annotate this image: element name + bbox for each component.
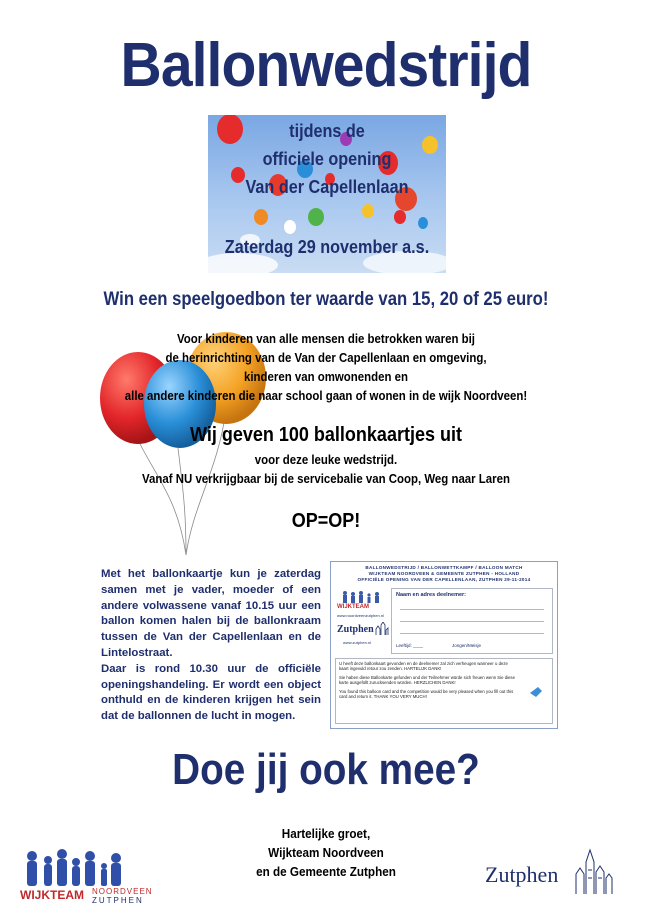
- prize-headline: Win een speelgoedbon ter waarde van 15, 20 of 25 euro!: [103, 289, 549, 310]
- card-header-2: WIJKTEAM NOORDVEEN & GEMEENTE ZUTPHEN - HOLLAND: [368, 571, 520, 576]
- audience-line-1: Voor kinderen van alle mensen die betrokken waren bij: [177, 331, 475, 346]
- op-is-op: OP=OP!: [291, 510, 361, 532]
- card-return-message: [335, 658, 553, 724]
- wijkteam-people-icon: [20, 848, 160, 888]
- card-zutphen-logo: Zutphen: [337, 624, 374, 635]
- card-form-line: [400, 609, 544, 610]
- card-zutphen-url: www.zutphen.nl: [343, 640, 372, 645]
- card-gender-label: Jongen/Meisje: [452, 643, 482, 648]
- card-entry-form: [391, 588, 553, 654]
- card-form-line: [400, 633, 544, 634]
- zutphen-logo-text: Zutphen: [485, 862, 559, 887]
- balloon-card-image: [330, 561, 558, 729]
- event-info-text: [101, 567, 321, 725]
- card-text-dutch: U heeft deze ballonkaart gevonden en de deelnemer zal zich verheugen wanneer u deze kaart ingevuld retour zou zenden. HARTELIJK DANK!: [339, 661, 508, 672]
- audience-line-4: alle andere kinderen die naar school gaan of wonen in de wijk Noordveen!: [124, 388, 528, 403]
- zutphen-logo: [485, 848, 610, 898]
- zutphen-skyline-icon: [573, 848, 613, 898]
- card-zutphen-skyline-icon: [375, 622, 389, 636]
- card-pointer-icon: [528, 685, 544, 699]
- wijkteam-logo-zutphen: ZUTPHEN: [92, 896, 144, 905]
- hero-line-3: Van der Capellenlaan: [245, 177, 409, 197]
- giveaway-where: Vanaf NU verkrijgbaar bij de servicebalie van Coop, Weg naar Laren: [142, 471, 510, 486]
- giveaway-sub: voor deze leuke wedstrijd.: [254, 452, 398, 467]
- audience-line-3: kinderen van omwonenden en: [243, 369, 409, 384]
- card-text-german: Sie haben diese Ballonkarte gefunden und der Teilnehmer würde sich freuen wenn Sie diese karte ausgefüllt zurucksenden würden. HERZLICHEN DANK!: [339, 674, 515, 686]
- card-header-1: BALLONWEDSTRIJD / BALLONWETTKAMPF / BALLOON MATCH: [365, 565, 523, 570]
- card-text-english: You found this balloon card and the competition would be very pleased when you fill out this card and return it. THANK YOU VERY MUCH!: [339, 688, 514, 700]
- card-logos: [335, 586, 391, 656]
- event-info-paragraph-2: Daar is rond 10.30 uur de officiële openingshandeling. Er wordt een object onthuld en de kinderen krijgen het sein dat de ballonnen de lucht in mogen.: [101, 662, 321, 723]
- hero-balloon-photo: [208, 115, 446, 273]
- card-wijkteam-logo: WIJKTEAM: [337, 604, 369, 610]
- card-wijkteam-url: www.noordveenzutphen.nl: [337, 613, 384, 618]
- card-form-line: [400, 621, 544, 622]
- card-wijkteam-people-icon: [335, 590, 391, 604]
- wijkteam-logo: [20, 848, 160, 908]
- giveaway-headline: Wij geven 100 ballonkaartjes uit: [190, 424, 462, 446]
- call-to-action: Doe jij ook mee?: [172, 745, 480, 794]
- page-title: Ballonwedstrijd: [120, 31, 532, 100]
- wijkteam-logo-text: WIJKTEAM: [20, 888, 84, 902]
- event-info-paragraph-1: Met het ballonkaartje kun je zaterdag samen met je vader, moeder of een andere volwassene vanaf 10.15 uur een ballon komen halen bij de ballonkraam tussen de Van der Capellenlaan en de Lintelostraat.: [101, 568, 321, 659]
- wijkteam-logo-noordveen: NOORDVEEN: [92, 887, 153, 896]
- greeting-line-2: Wijkteam Noordveen: [268, 845, 384, 860]
- card-age-label: Leeftijd: ____: [396, 643, 424, 648]
- greeting-line-1: Hartelijke groet,: [281, 826, 371, 841]
- greeting-line-3: en de Gemeente Zutphen: [256, 864, 396, 879]
- hero-line-2: officiele opening: [262, 149, 392, 169]
- card-header-3: OFFICIËLE OPENING VAN DER CAPELLENLAAN, ZUTPHEN 29-11-2014: [357, 577, 531, 582]
- hero-line-date: Zaterdag 29 november a.s.: [224, 237, 430, 257]
- card-form-title: Naam en adres deelnemer:: [396, 592, 467, 598]
- audience-line-2: de herinrichting van de Van der Capellenlaan en omgeving,: [165, 350, 487, 365]
- hero-line-1: tijdens de: [289, 121, 365, 141]
